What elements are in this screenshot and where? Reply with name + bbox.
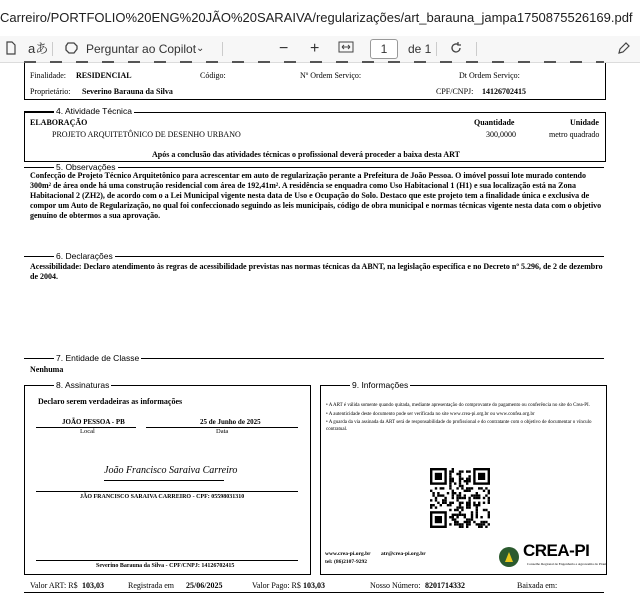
section-9-title: 9. Informações: [352, 380, 409, 390]
contents-icon[interactable]: [4, 40, 18, 58]
section-5-title: 5. Observações: [56, 162, 116, 172]
section-7-title: 7. Entidade de Classe: [56, 353, 140, 363]
rotate-icon[interactable]: [448, 40, 464, 58]
fit-width-icon[interactable]: [338, 40, 354, 58]
chevron-down-icon[interactable]: ⌄: [196, 43, 205, 54]
info-item: • A guarda da via assinada da ART será de responsabilidade do profissional e do contratante com o objetivo de documentar o vínculo contratual.: [326, 420, 592, 432]
valor-art-value: 103,03: [82, 581, 104, 590]
section-6-title: 6. Declarações: [56, 251, 113, 261]
observations-text: Confecção de Projeto Técnico Arquitetônico para acrescentar em auto de regularização perante a Prefeitura de João Pessoa. O imóvel possui lote murado contendo 300m² de área onde há uma construção residencial com área de 192,41m². A residência se enquadra como Uso Habitacional 1 (H1) e sua localização está na Zona Habitacional 2 (ZH2), de acordo com o a Lei Municipal vigente nesta data de Uso e Ocupação do Solo. Destaco que este projeto tem a finalidade única e exclusiva de compor um Auto de Regularização, no qual foi confeccionado seguindo as leis municipais, código de obra municipal e normas técnicas vigente nesta data com o objetivo genuíno de obtermos a sua aprovação.: [30, 171, 602, 220]
valor-art-label: Valor ART: R$: [30, 581, 78, 590]
information-list: [326, 403, 604, 433]
url-text: Carreiro/PORTFOLIO%20ENG%20JÃO%20SARAIVA/regularizações/art_barauna_jampa1750875526169.pdf: [0, 10, 633, 25]
finalidade-value: RESIDENCIAL: [76, 71, 132, 80]
registrada-label: Registrada em: [128, 581, 174, 590]
class-entity-value: Nenhuma: [30, 365, 64, 374]
baixada-label: Baixada em:: [517, 581, 558, 590]
section-8-title: 8. Assinaturas: [56, 380, 110, 390]
divider: [476, 42, 477, 56]
proprietario-value: Severino Barauna da Silva: [82, 87, 173, 96]
qr-code: [430, 468, 490, 528]
rule: [104, 480, 224, 481]
codigo-label: Código:: [200, 71, 226, 80]
valor-pago-label: Valor Pago: R$: [252, 581, 301, 590]
rule: [24, 111, 54, 112]
date-label: Data: [216, 428, 229, 435]
proprietario-label: Proprietário:: [30, 87, 71, 96]
activity-note: Após a conclusão das atividades técnicas o profissional deverá proceder a baixa desta ART: [152, 150, 460, 159]
cpf-label: CPF/CNPJ:: [436, 87, 474, 96]
crea-logo-text: CREA-PI: [523, 541, 590, 560]
draw-icon[interactable]: [616, 40, 630, 58]
page-number-input[interactable]: 1: [370, 39, 398, 59]
declare-text: Declaro serem verdadeiras as informações: [38, 397, 183, 406]
read-aloud-icon[interactable]: aあ: [28, 41, 49, 56]
place-value: JOÃO PESSOA - PB: [62, 418, 125, 426]
owner-line: Severino Barauna da Silva - CPF/CNPJ: 14126702415: [96, 563, 235, 569]
ask-copilot-button[interactable]: Perguntar ao Copilot: [86, 42, 197, 56]
quantity-header: Quantidade: [474, 118, 515, 127]
dt-ordem-label: Dt Ordem Serviço:: [459, 71, 520, 80]
divider: [222, 42, 223, 56]
rule: [24, 592, 604, 593]
cpf-value: 14126702415: [482, 87, 526, 96]
info-item: • A autenticidade deste documento pode ser verificada no site www.crea-pi.org.br ou www.confea.org.br: [326, 411, 535, 417]
site-text: www.crea-pi.org.br: [325, 551, 371, 557]
place-label: Local: [80, 428, 95, 435]
professional-line: JÃO FRANCISCO SARAIVA CARREIRO - CPF: 05598031310: [80, 494, 245, 500]
unit-header: Unidade: [570, 118, 599, 127]
email-text: atr@crea-pi.org.br: [381, 551, 426, 557]
registrada-value: 25/06/2025: [186, 581, 223, 590]
divider: [52, 42, 53, 56]
declarations-text: Acessibilidade: Declaro atendimento às regras de acessibilidade previstas nas normas técnicas da ABNT, na legislação específica e no Decreto nº 5.296, de 2 de dezembro de 2004.: [30, 262, 603, 281]
ordem-servico-label: Nº Ordem Serviço:: [300, 71, 362, 80]
divider: [436, 42, 437, 56]
crea-logo-subtitle: Conselho Regional de Engenharia e Agronomia do Piauí: [527, 562, 607, 566]
info-item: • A ART é válida somente quando quitada, mediante apresentação do comprovante do pagamento ou conferência no site do Crea-PI.: [326, 403, 590, 408]
section-4-title: 4. Atividade Técnica: [56, 106, 132, 116]
activity-header: ELABORAÇÃO: [30, 118, 88, 127]
finalidade-label: Finalidade:: [30, 71, 66, 80]
phone-text: tel: (86)2107-9292: [325, 559, 368, 565]
date-value: 25 de Junho de 2025: [200, 418, 261, 426]
rule: [36, 491, 298, 492]
zoom-out-button[interactable]: −: [279, 40, 289, 57]
pdf-toolbar: [0, 36, 640, 63]
crea-logo-icon: [499, 547, 519, 567]
activity-desc: PROJETO ARQUITETÔNICO DE DESENHO URBANO: [52, 130, 241, 139]
handwritten-signature: João Francisco Saraiva Carreiro: [104, 465, 238, 476]
copilot-icon[interactable]: [64, 40, 80, 58]
valor-pago-value: 103,03: [303, 581, 325, 590]
activity-unit: metro quadrado: [549, 130, 600, 139]
activity-qty: 300,0000: [486, 130, 516, 139]
nosso-numero-label: Nosso Número:: [370, 581, 421, 590]
rule: [36, 560, 298, 561]
pdf-page: [0, 63, 640, 596]
nosso-numero-value: 8201714332: [425, 581, 465, 590]
zoom-in-button[interactable]: +: [310, 40, 320, 57]
address-bar[interactable]: [0, 0, 640, 37]
page-total: de 1: [408, 42, 432, 56]
